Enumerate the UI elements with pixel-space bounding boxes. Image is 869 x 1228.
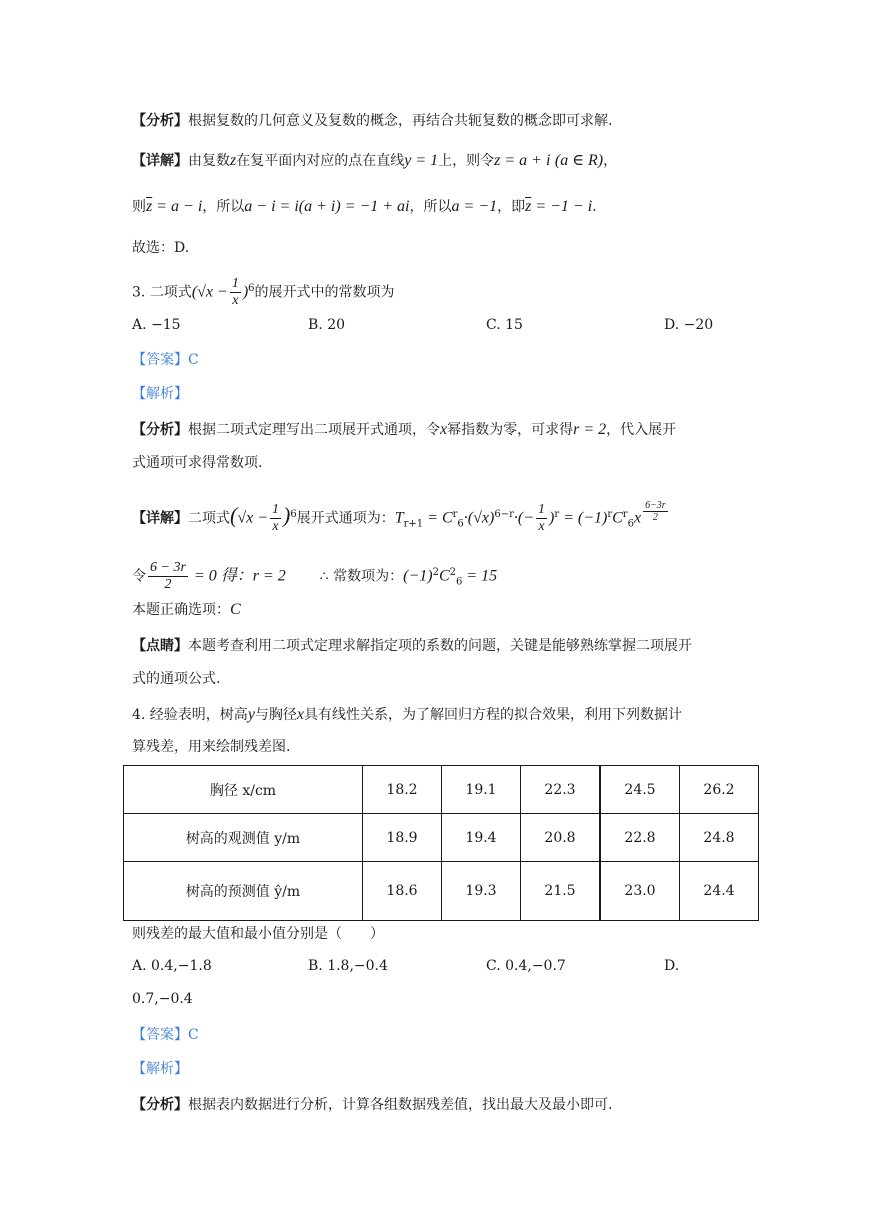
math-y: y: [247, 706, 255, 723]
subscript: 6: [627, 518, 634, 530]
exponent-fraction: [643, 500, 668, 523]
detail-3-solve: [132, 558, 497, 597]
table-cell: 24.4: [680, 862, 759, 921]
math: = (−1): [559, 509, 608, 527]
math-r: r = 2: [573, 421, 607, 438]
analysis-tag: 【分析】: [132, 422, 188, 438]
superscript: r: [554, 509, 560, 520]
question-4-line1: [132, 705, 682, 725]
paren: ): [283, 502, 291, 528]
text: ，即: [497, 199, 526, 215]
math: √x −: [237, 509, 269, 527]
text: 在复平面内对应的点在直线: [236, 153, 405, 169]
question-stem: 二项式: [149, 284, 192, 301]
math-z: z: [230, 152, 237, 169]
denominator: 2: [164, 577, 172, 593]
denominator: x: [538, 519, 545, 535]
detail-tag: 【详解】: [132, 510, 188, 527]
denominator: 2: [652, 512, 658, 523]
math: ): [242, 283, 249, 301]
question-4-prompt: 则残差的最大值和最小值分别是（ ）: [132, 926, 384, 942]
table-cell: 22.8: [600, 814, 680, 862]
math-equation: a − i = i(a + i) = −1 + ai: [244, 198, 410, 215]
text: ，所以: [409, 199, 452, 215]
denominator: x: [272, 519, 279, 535]
text: 根据二项式定理写出二项展开式通项，令: [188, 422, 440, 438]
correct-option-3: [132, 600, 241, 620]
math: = 0 得：: [189, 567, 253, 585]
option-a[interactable]: A. 0.4,−1.8: [132, 958, 212, 974]
text: ∴ 常数项为：: [319, 568, 404, 585]
option-a[interactable]: A. −15: [132, 317, 181, 333]
analysis-tag: 【分析】: [132, 113, 188, 129]
exponent: 6: [290, 509, 297, 520]
numerator: 6−3r: [645, 500, 666, 511]
math-line: y = 1: [404, 152, 439, 169]
text: .: [592, 199, 597, 215]
text: 具有线性关系，为了解回归方程的拟合效果，利用下列数据计: [304, 707, 683, 723]
numerator: 6 − 3r: [150, 560, 186, 576]
text: 则: [132, 199, 146, 215]
choice-2: 故选：D.: [132, 240, 190, 256]
text: ，代入展开: [606, 422, 677, 438]
detail-tag: 【详解】: [132, 153, 188, 169]
math: C: [230, 601, 241, 618]
detail-3-general-term: [132, 500, 670, 539]
option-d[interactable]: D. −20: [664, 317, 714, 333]
math: = a − i: [152, 198, 203, 215]
text: ，所以: [202, 199, 245, 215]
option-c[interactable]: C. 0.4,−0.7: [486, 958, 566, 974]
numerator: 1: [231, 276, 239, 291]
table-cell: 18.6: [363, 862, 442, 921]
analysis-3-line2: 式通项可求得常数项.: [132, 455, 263, 471]
math-domain: (a ∈ R): [554, 152, 604, 169]
row-label: 树高的观测值 y/m: [124, 814, 363, 862]
table-cell: 21.5: [521, 862, 601, 921]
math: C: [438, 567, 450, 585]
text: 上，则令: [438, 153, 495, 169]
question-tail: 的展开式中的常数项为: [254, 284, 395, 301]
math: ·(−: [513, 509, 534, 527]
row-label: 树高的预测值 ŷ/m: [124, 862, 363, 921]
subscript: 6: [455, 576, 463, 588]
analysis-4: [132, 1095, 612, 1115]
table-cell: 19.4: [442, 814, 521, 862]
math: C: [612, 509, 623, 527]
question-3: [132, 276, 395, 309]
table-cell: 20.8: [521, 814, 601, 862]
math-x: x: [296, 706, 305, 723]
text: ，: [603, 153, 618, 169]
subscript: 6: [457, 518, 464, 530]
subscript: r+1: [403, 518, 424, 530]
explanation-3: 【解析】: [132, 386, 188, 402]
table-cell: 23.0: [600, 862, 680, 921]
superscript: r: [607, 509, 613, 520]
text: 根据表内数据进行分析，计算各组数据残差值，找出最大及最小即可.: [188, 1097, 613, 1113]
detail-2-line2: [132, 197, 597, 217]
question-4-line2: 算残差，用来绘制残差图.: [132, 739, 291, 755]
superscript: 2: [449, 567, 456, 578]
option-d-value[interactable]: 0.7,−0.4: [132, 991, 193, 1007]
numerator: 1: [537, 502, 545, 518]
math-zbar: $\overline{z}$: [525, 198, 532, 215]
text: 本题考查利用二项式定理求解指定项的系数的问题，关键是能够熟练掌握二项展开: [188, 638, 692, 654]
text: 4. 经验表明，树高: [132, 707, 248, 723]
math: T: [394, 509, 404, 527]
fraction: [148, 560, 188, 593]
text: 本题正确选项：: [132, 602, 230, 618]
table-cell: 18.2: [363, 766, 442, 814]
comment-3-line1: [132, 636, 692, 656]
option-c[interactable]: C. 15: [486, 317, 523, 333]
paren: (: [230, 502, 238, 528]
math-a: a = −1: [451, 198, 498, 215]
answer-4: 【答案】C: [132, 1027, 199, 1043]
math: ·(√x): [463, 509, 495, 527]
table-cell: 24.5: [600, 766, 680, 814]
analysis-3-line1: [132, 420, 676, 440]
math: ): [548, 509, 555, 527]
option-b[interactable]: B. 1.8,−0.4: [308, 958, 388, 974]
math: (−1): [403, 567, 433, 585]
exponent: 6: [248, 282, 255, 294]
denominator: x: [232, 293, 239, 308]
comment-tag: 【点睛】: [132, 638, 188, 654]
fraction: [270, 502, 281, 535]
explanation-4: 【解析】: [132, 1061, 188, 1077]
superscript: 2: [432, 567, 439, 578]
answer-3: 【答案】C: [132, 352, 199, 368]
option-b[interactable]: B. 20: [308, 317, 346, 333]
comment-3-line2: 式的通项公式.: [132, 671, 221, 687]
fraction: [536, 502, 547, 535]
data-table: [123, 765, 759, 921]
row-label: 胸径 x/cm: [124, 766, 363, 814]
table-cell: 19.3: [442, 862, 521, 921]
math: = C: [423, 509, 453, 527]
text: 二项式: [188, 510, 230, 527]
analysis-tag: 【分析】: [132, 1097, 188, 1113]
detail-2-line1: [132, 151, 617, 171]
math-z-def: z = a + i: [494, 152, 551, 169]
text: 展开式通项为：: [296, 510, 395, 527]
fraction: [230, 276, 241, 309]
superscript: r: [452, 509, 458, 520]
table-cell: 19.1: [442, 766, 521, 814]
analysis-text: 根据复数的几何意义及复数的概念，再结合共轭复数的概念即可求解.: [188, 113, 613, 129]
table-cell: 24.8: [680, 814, 759, 862]
table-row: [124, 814, 759, 862]
math-x: x: [440, 421, 448, 438]
math-r: r = 2: [252, 567, 286, 585]
option-d[interactable]: D.: [664, 958, 680, 974]
numerator: 1: [272, 502, 280, 518]
table-cell: 22.3: [521, 766, 601, 814]
math: = −1 − i: [531, 198, 593, 215]
text: 令: [132, 568, 146, 585]
analysis-2: [132, 111, 612, 131]
math: (√x −: [191, 283, 228, 301]
table-row: [124, 862, 759, 921]
superscript: r: [622, 509, 628, 520]
text: 由复数: [188, 153, 230, 169]
text: 与胸径: [254, 707, 297, 723]
text: 幂指数为零，可求得: [447, 422, 574, 438]
math-zbar: $\overline{z}$: [146, 198, 153, 215]
math: = 15: [462, 567, 498, 585]
table-row: [124, 766, 759, 814]
math: x: [633, 509, 642, 527]
question-number: 3.: [132, 284, 146, 301]
superscript: 6−r: [494, 509, 514, 520]
table-cell: 26.2: [680, 766, 759, 814]
table-cell: 18.9: [363, 814, 442, 862]
